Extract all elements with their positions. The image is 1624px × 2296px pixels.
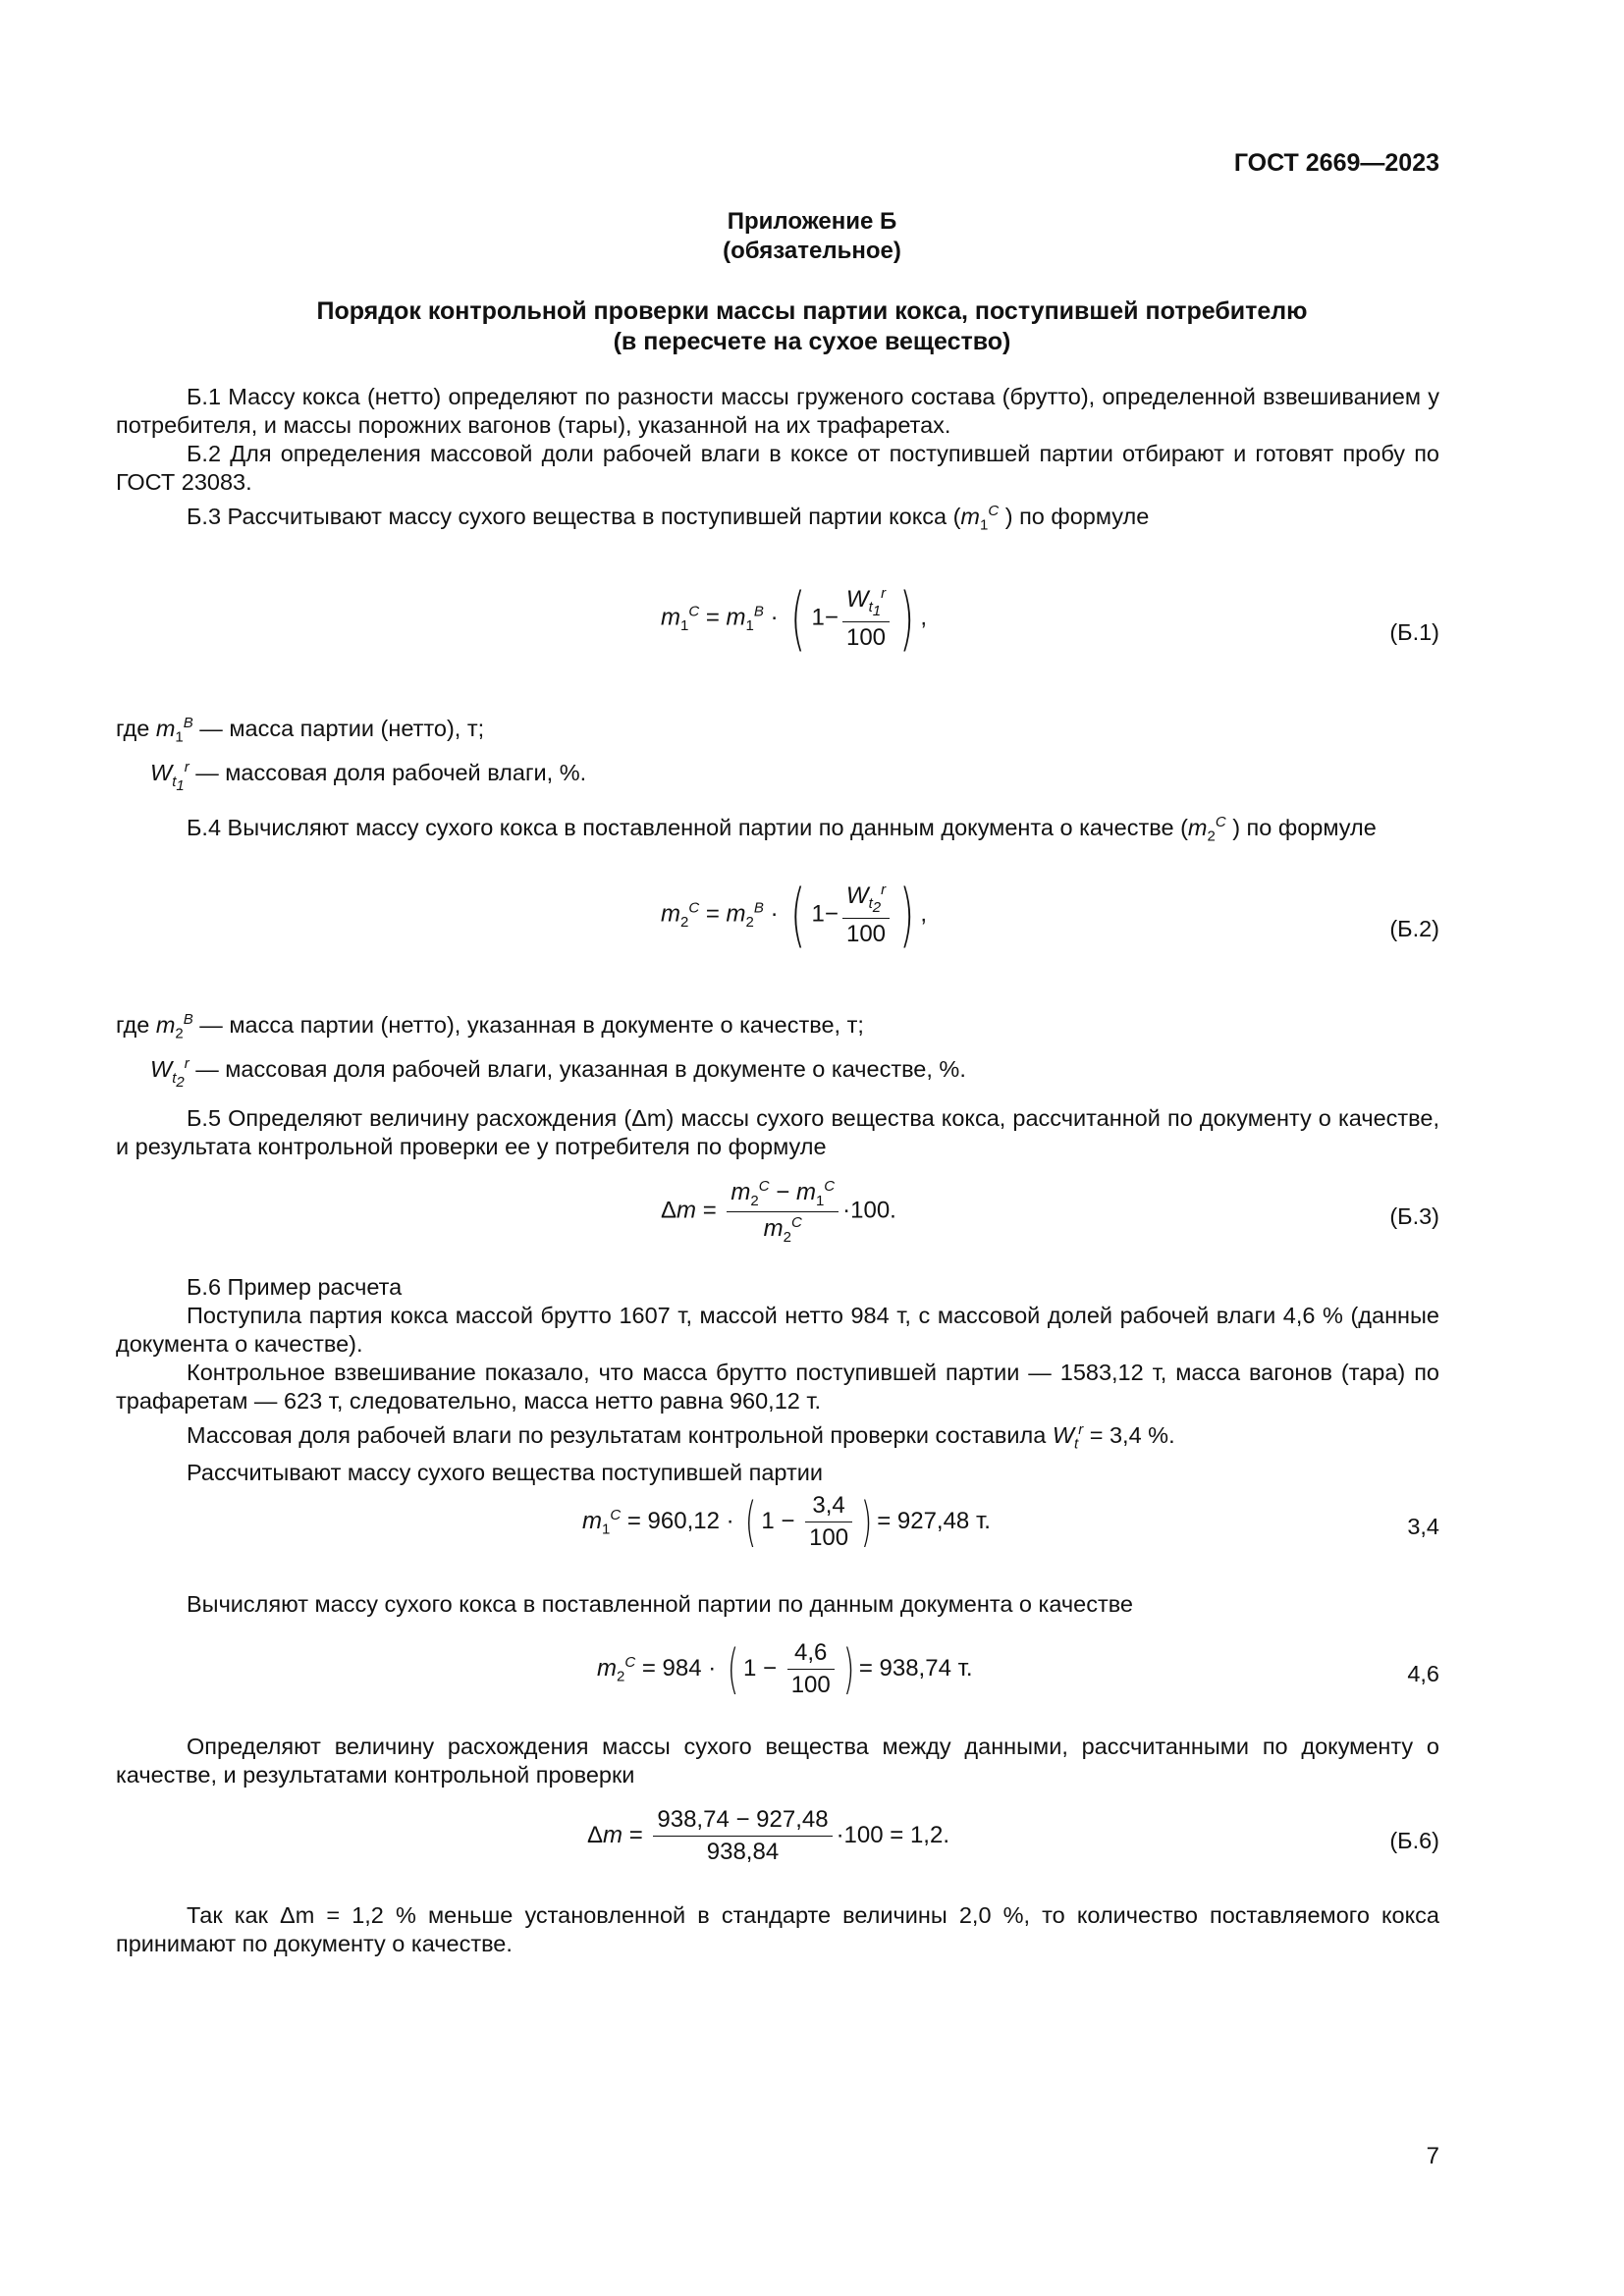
appendix-heading-line2: (в пересчете на сухое вещество): [613, 328, 1011, 355]
intro-block: [116, 383, 1439, 540]
para-b6-title: Б.6 Пример расчета: [187, 1274, 403, 1300]
block-conclusion: [116, 1901, 1439, 1958]
para-b6-p1: Поступила партия кокса массой брутто 1607 т, массой нетто 984 т, с массовой долей рабочей влаги 4,6 % (данные документа о качестве).: [116, 1303, 1439, 1357]
formula-b1: [116, 578, 1439, 682]
formula-b1-expression: $m_1^C = m_1^B$ · ( 1− $\frac{W_{t_1}^r}{100}$ ) ,: [661, 578, 928, 659]
formula-b3-expression: Δm = $\frac{m_2^C - m_1^C}{m_2^C}$ ·100.: [661, 1178, 896, 1246]
formula-b2: [116, 875, 1439, 979]
where-b1-moisture: $W_{t_1}^r$ — массовая доля рабочей влаги, %.: [150, 759, 587, 794]
para-b5: Б.5 Определяют величину расхождения (Δm) массы сухого вещества кокса, рассчитанной по документу о качестве, и результата контрольной проверки ее у потребителя по формуле: [116, 1105, 1439, 1159]
block-b6-p6: [116, 1733, 1439, 1789]
para-b6-p5: Вычисляют массу сухого кокса в поставленной партии по данным документа о качестве: [187, 1591, 1133, 1617]
para-b6-p2: Контрольное взвешивание показало, что масса брутто поступившей партии — 1583,12 т, масса вагонов (тара) по трафаретам — 623 т, следовательно, масса нетто равна 960,12 т.: [116, 1360, 1439, 1414]
block-b4: [116, 808, 1439, 851]
para-b2: Б.2 Для определения массовой доли рабочей влаги в коксе от поступившей партии отбирают и готовят пробу по ГОСТ 23083.: [116, 441, 1439, 495]
formula-b5-expression: $m_2^C = 984$ · ( 1 − $\frac{4,6}{100}$ ) = 938,74 т.: [597, 1637, 973, 1700]
page-number: 7: [1426, 2143, 1439, 2169]
formula-b6-expression: Δm = $\frac{938,74 - 927,48}{938,84}$ ·100 = 1,2.: [587, 1806, 949, 1865]
para-b4: Б.4 Вычисляют массу сухого кокса в поставленной партии по данным документа о качестве ($m_2^C$ ) по формуле: [187, 814, 1377, 845]
formula-b6-number: (Б.6): [1389, 1828, 1439, 1853]
formula-b2-number: (Б.2): [1389, 916, 1439, 941]
para-b6-p3: Массовая доля рабочей влаги по результатам контрольной проверки составила $W_t^r = 3,4$ %.: [187, 1421, 1175, 1453]
block-b5: [116, 1104, 1439, 1161]
formula-b1-number: (Б.1): [1389, 619, 1439, 645]
block-b6-p5: [116, 1590, 1439, 1619]
appendix-status: (обязательное): [723, 238, 901, 264]
block-b6: [116, 1273, 1439, 1487]
formula-b5: [116, 1639, 1439, 1737]
formula-b4-number: 3,4: [1407, 1514, 1439, 1539]
para-b1: Б.1 Массу кокса (нетто) определяют по разности массы груженого состава (брутто), определенной взвешиванием у потребителя, и массы порожних вагонов (тары), указанной на их трафаретах.: [116, 384, 1439, 438]
para-conclusion: Так как Δm = 1,2 % меньше установленной в стандарте величины 2,0 %, то количество поставляемого кокса принимают по документу о качестве.: [116, 1902, 1439, 1956]
formula-b5-number: 4,6: [1407, 1661, 1439, 1686]
where-b1-mass: где $m_1^B$ — масса партии (нетто), т;: [116, 715, 485, 746]
standard-number: ГОСТ 2669—2023: [1233, 149, 1439, 177]
appendix-heading-line1: Порядок контрольной проверки массы партии кокса, поступившей потребителю: [316, 297, 1308, 325]
where-b2-moisture: $W_{t_2}^r$ — массовая доля рабочей влаги, указанная в документе о качестве, %.: [150, 1055, 966, 1091]
formula-b6: [116, 1806, 1439, 1904]
formula-b2-expression: $m_2^C = m_2^B$ · ( 1− $\frac{W_{t_2}^r}{100}$ ) ,: [661, 875, 928, 955]
formula-b3-number: (Б.3): [1389, 1203, 1439, 1229]
para-b3: Б.3 Рассчитывают массу сухого вещества в поступившей партии кокса ($m_1^C$ ) по формуле: [187, 503, 1150, 534]
formula-b4-expression: $m_1^C = 960,12$ · ( 1 − $\frac{3,4}{100}$ ) = 927,48 т.: [582, 1490, 991, 1553]
appendix-title: Приложение Б: [727, 208, 897, 235]
where-b2-mass: где $m_2^B$ — масса партии (нетто), указанная в документе о качестве, т;: [116, 1011, 864, 1042]
formula-b4: [116, 1492, 1439, 1590]
para-b6-p4: Рассчитывают массу сухого вещества поступившей партии: [187, 1459, 823, 1485]
formula-b3: [116, 1178, 1439, 1276]
para-b6-p6: Определяют величину расхождения массы сухого вещества между данными, рассчитанными по документу о качестве, и результатами контрольной проверки: [116, 1734, 1439, 1788]
